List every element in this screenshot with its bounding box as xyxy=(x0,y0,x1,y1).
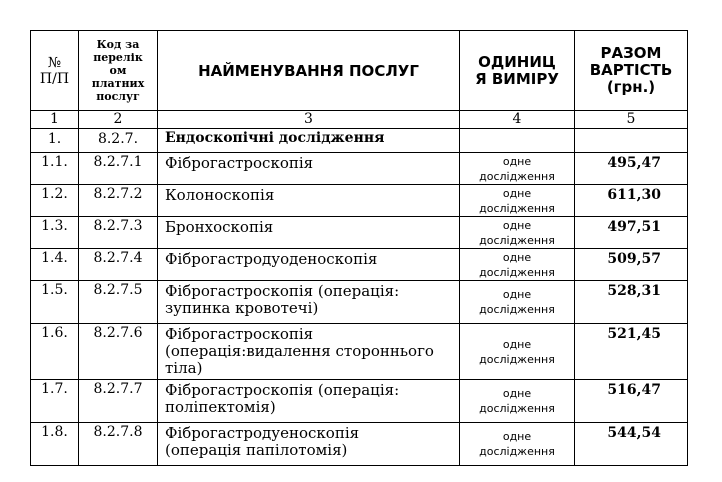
unit-of-measure: одне дослідження xyxy=(460,281,575,324)
service-name: Фіброгастродуеноскопія (операція папілотомія) xyxy=(158,423,460,466)
unit-of-measure: одне дослідження xyxy=(460,423,575,466)
column-number: 5 xyxy=(575,111,688,129)
group-price-cell xyxy=(575,129,688,153)
row-number: 1.5. xyxy=(31,281,79,324)
column-number: 4 xyxy=(460,111,575,129)
table-row xyxy=(31,380,688,423)
group-number: 1. xyxy=(31,129,79,153)
table-row xyxy=(31,423,688,466)
row-number: 1.7. xyxy=(31,380,79,423)
table-row xyxy=(31,217,688,249)
row-number: 1.4. xyxy=(31,249,79,281)
service-code: 8.2.7.7 xyxy=(79,380,158,423)
service-price: 528,31 xyxy=(575,281,688,324)
header-number: № П/П xyxy=(31,31,79,111)
row-number: 1.2. xyxy=(31,185,79,217)
unit-of-measure: одне дослідження xyxy=(460,185,575,217)
service-code: 8.2.7.4 xyxy=(79,249,158,281)
unit-of-measure: одне дослідження xyxy=(460,380,575,423)
unit-of-measure: одне дослідження xyxy=(460,217,575,249)
group-row xyxy=(31,129,688,153)
service-name: Колоноскопія xyxy=(158,185,460,217)
unit-of-measure: одне дослідження xyxy=(460,324,575,380)
header-total-cost: РАЗОМ ВАРТІСТЬ (грн.) xyxy=(575,31,688,111)
table-row xyxy=(31,249,688,281)
group-code: 8.2.7. xyxy=(79,129,158,153)
unit-of-measure: одне дослідження xyxy=(460,249,575,281)
service-name: Фіброгастроскопія xyxy=(158,153,460,185)
table-row xyxy=(31,153,688,185)
service-name: Фіброгастродуоденоскопія xyxy=(158,249,460,281)
service-name: Бронхоскопія xyxy=(158,217,460,249)
service-price: 497,51 xyxy=(575,217,688,249)
table-header-row xyxy=(31,31,688,111)
table-row xyxy=(31,185,688,217)
table-row xyxy=(31,281,688,324)
row-number: 1.3. xyxy=(31,217,79,249)
price-list-table xyxy=(30,30,688,466)
row-number: 1.1. xyxy=(31,153,79,185)
service-price: 544,54 xyxy=(575,423,688,466)
group-unit-cell xyxy=(460,129,575,153)
header-code: Код за перелік ом платних послуг xyxy=(79,31,158,111)
service-code: 8.2.7.3 xyxy=(79,217,158,249)
table-row xyxy=(31,324,688,380)
column-number-row xyxy=(31,111,688,129)
column-number: 2 xyxy=(79,111,158,129)
unit-of-measure: одне дослідження xyxy=(460,153,575,185)
service-price: 509,57 xyxy=(575,249,688,281)
service-price: 516,47 xyxy=(575,380,688,423)
service-name: Фіброгастроскопія (операція: зупинка кровотечі) xyxy=(158,281,460,324)
row-number: 1.8. xyxy=(31,423,79,466)
service-name: Фіброгастроскопія (операція: поліпектомія) xyxy=(158,380,460,423)
column-number: 1 xyxy=(31,111,79,129)
service-code: 8.2.7.5 xyxy=(79,281,158,324)
service-price: 521,45 xyxy=(575,324,688,380)
service-price: 495,47 xyxy=(575,153,688,185)
header-service-name: НАЙМЕНУВАННЯ ПОСЛУГ xyxy=(158,31,460,111)
column-number: 3 xyxy=(158,111,460,129)
service-name: Фіброгастроскопія (операція:видалення стороннього тіла) xyxy=(158,324,460,380)
service-code: 8.2.7.1 xyxy=(79,153,158,185)
row-number: 1.6. xyxy=(31,324,79,380)
service-code: 8.2.7.8 xyxy=(79,423,158,466)
service-code: 8.2.7.6 xyxy=(79,324,158,380)
service-price: 611,30 xyxy=(575,185,688,217)
header-unit: ОДИНИЦ Я ВИМІРУ xyxy=(460,31,575,111)
group-name: Ендоскопічні дослідження xyxy=(158,129,460,153)
service-code: 8.2.7.2 xyxy=(79,185,158,217)
